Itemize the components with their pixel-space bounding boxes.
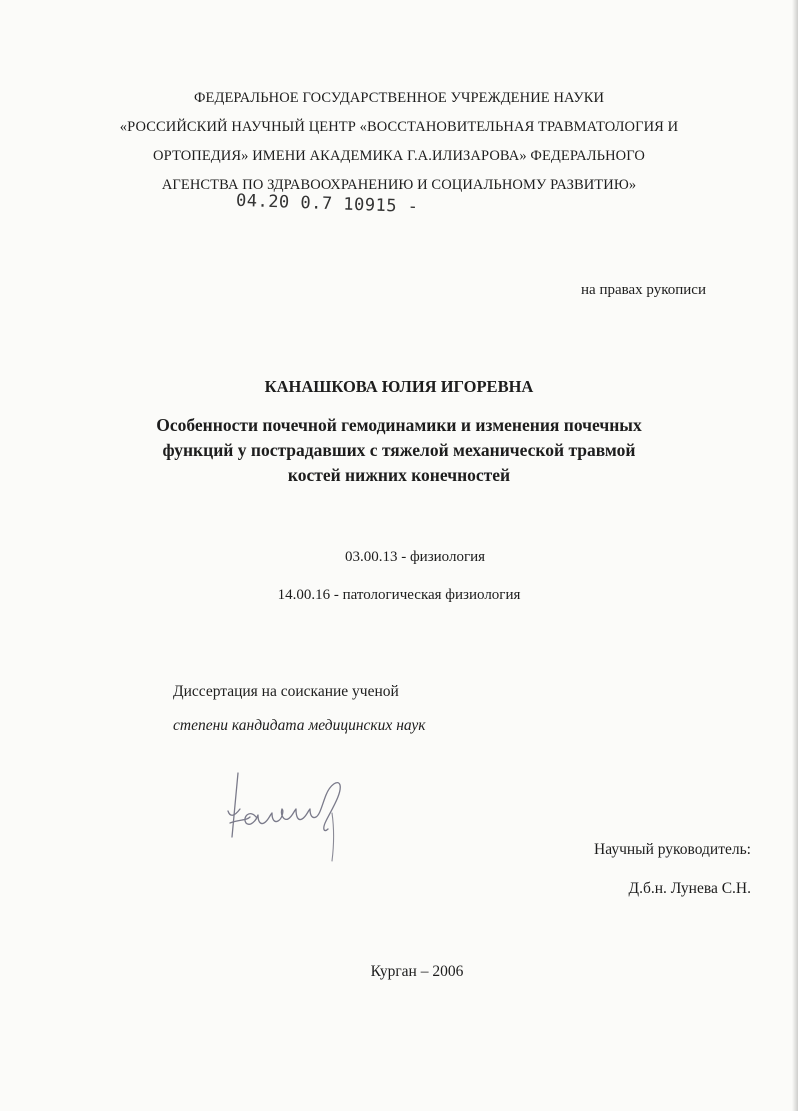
title-line-1: Особенности почечной гемодинамики и изменения почечных [156,415,642,435]
institution-line-3: ОРТОПЕДИЯ» ИМЕНИ АКАДЕМИКА Г.А.ИЛИЗАРОВА» ФЕДЕРАЛЬНОГО [153,148,645,164]
supervisor-name: Д.б.н. Лунева С.Н. [628,880,751,897]
dissertation-title [0,413,798,488]
specialty-code-2: 14.00.16 - патологическая физиология [277,587,521,603]
dissertation-purpose-line-1: Диссертация на соискание ученой [173,683,399,700]
title-line-2: функций у пострадавших с тяжелой механической травмой [162,440,636,460]
title-line-3: костей нижних конечностей [287,465,511,485]
institution-line-1: ФЕДЕРАЛЬНОЕ ГОСУДАРСТВЕННОЕ УЧРЕЖДЕНИЕ НАУКИ [193,90,605,106]
institution-line-4: АГЕНСТВА ПО ЗДРАВООХРАНЕНИЮ И СОЦИАЛЬНОМУ РАЗВИТИЮ» [161,177,637,193]
institution-line-2: «РОССИЙСКИЙ НАУЧНЫЙ ЦЕНТР «ВОССТАНОВИТЕЛЬНАЯ ТРАВМАТОЛОГИЯ И [119,119,679,135]
registration-stamp: 04.20 0.7 10915 - [235,190,419,218]
manuscript-rights-note: на правах рукописи [581,282,706,298]
city-year: Курган – 2006 [370,963,464,980]
supervisor-label: Научный руководитель: [594,841,751,858]
institution-header [0,84,798,200]
dissertation-purpose-line-2: степени кандидата медицинских наук [173,717,426,734]
handwritten-signature [222,765,362,870]
author-name: КАНАШКОВА ЮЛИЯ ИГОРЕВНА [264,377,534,396]
specialty-code-1: 03.00.13 - физиология [344,549,486,565]
